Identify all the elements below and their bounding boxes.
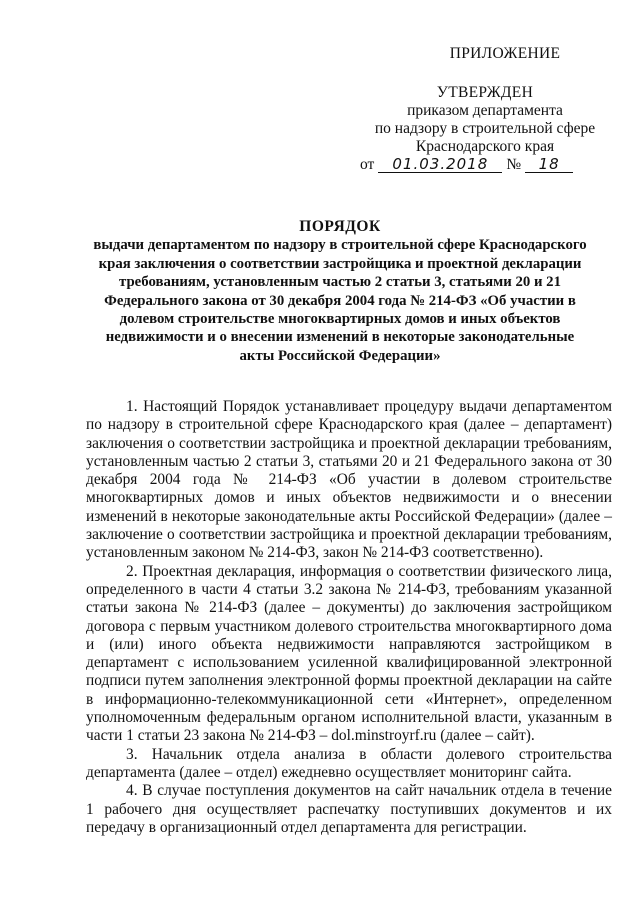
approval-line-order: приказом департамента bbox=[407, 102, 563, 119]
date-field bbox=[378, 157, 502, 173]
document-body bbox=[86, 398, 612, 837]
number-field bbox=[525, 157, 573, 173]
paragraph-1: 1. Настоящий Порядок устанавливает процедуру выдачи департаментом по надзору в строительной сфере Краснодарского края (далее – департамент) заключения о соответствии застройщика и проектной декларации требованиям, установленным частью 2 статьи 3, статьями 20 и 21 Федерального закона от 30 декабря 2004 года № 214-ФЗ «Об участии в долевом строительстве многоквартирных домов и иных объектов недвижимости и о внесении изменений в некоторые законодательные акты Российской Федерации» (далее – заключение о соответствии застройщика и проектной декларации требованиям, установленным законом № 214-ФЗ, закон № 214-ФЗ соответственно). bbox=[86, 398, 612, 562]
handwritten-number: 18 bbox=[538, 155, 560, 173]
approval-date-line bbox=[360, 156, 610, 174]
annex-label: ПРИЛОЖЕНИЕ bbox=[449, 45, 561, 62]
paragraph-3: 3. Начальник отдела анализа в области долевого строительства департамента (далее – отдел) ежедневно осуществляет мониторинг сайта. bbox=[86, 745, 612, 781]
number-prefix: № bbox=[506, 156, 522, 173]
handwritten-date: 01.03.2018 bbox=[392, 155, 489, 173]
document-subtitle: выдачи департаментом по надзору в строительной сфере Краснодарского края заключения о соответствии застройщика и проектной декларации требованиям, установленным частью 2 статьи 3, статьями 20 и 21 Федерального закона от 30 декабря 2004 года № 214-ФЗ «Об участии в долевом строительстве многоквартирных домов и иных объектов недвижимости и о внесении изменений в некоторые законодательные акты Российской Федерации» bbox=[93, 237, 587, 364]
approval-line-department: по надзору в строительной сфере bbox=[374, 120, 596, 137]
document-title-block bbox=[90, 218, 590, 365]
paragraph-4: 4. В случае поступления документов на сайт начальник отдела в течение 1 рабочего дня осуществляет распечатку поступивших документов и их передачу в организационный отдел департамента для регистрации. bbox=[86, 782, 612, 836]
paragraph-2: 2. Проектная декларация, информация о соответствии физического лица, определенного в части 4 статьи 3.2 закона № 214-ФЗ, требованиям указанной статьи закона № 214-ФЗ (далее – документы) до заключения застройщиком договора с первым участником долевого строительства многоквартирного дома и (или) иного объекта недвижимости направляются застройщиком в департамент с использованием усиленной квалифицированной электронной подписи путем заполнения электронной формы проектной декларации на сайте в информационно-телекоммуникационной сети «Интернет», определенном уполномоченным федеральным органом исполнительной власти, указанным в части 1 статьи 23 закона № 214-ФЗ – dol.minstroyrf.ru (далее – сайт). bbox=[86, 562, 612, 745]
approval-line-region: Краснодарского края bbox=[415, 138, 555, 155]
document-title: ПОРЯДОК bbox=[299, 218, 381, 235]
date-prefix: от bbox=[360, 156, 375, 173]
approved-heading: УТВЕРЖДЕН bbox=[436, 84, 534, 101]
